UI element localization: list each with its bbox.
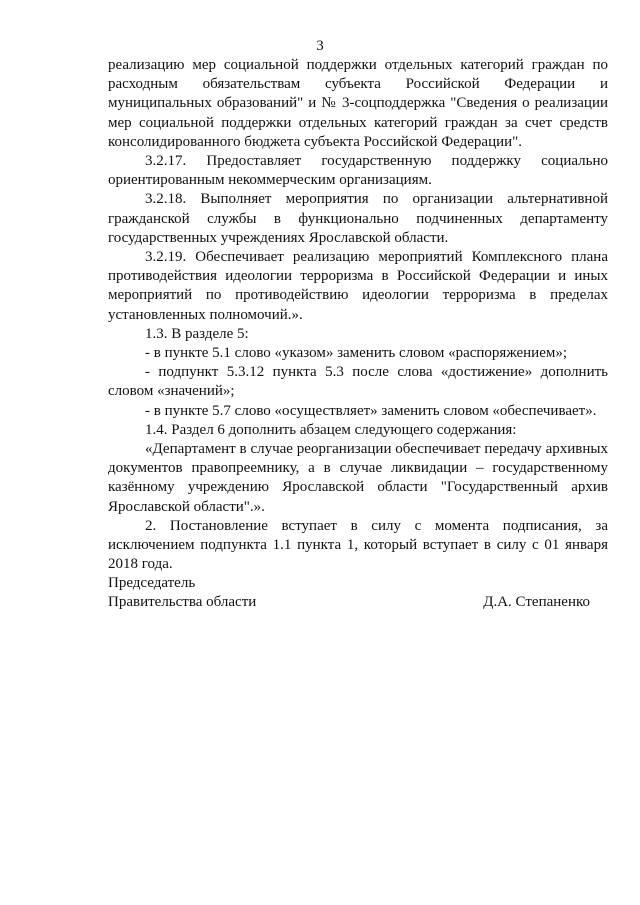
paragraph-3-2-17: 3.2.17. Предоставляет государственную поддержку социально ориентированным некоммерческим организациям. <box>108 153 608 189</box>
paragraph-1-4: 1.4. Раздел 6 дополнить абзацем следующего содержания: <box>145 421 517 438</box>
signature-block <box>108 574 608 612</box>
signatory-name: Д.А. Степаненко <box>483 594 590 611</box>
document-body <box>108 56 608 574</box>
signatory-title-line1: Председатель <box>108 575 196 591</box>
paragraph-quote: «Департамент в случае реорганизации обеспечивает передачу архивных документов правопреемнику, а в случае ликвидации – государственному казённому учреждению Ярославской области "Государственный архив Ярославской области".». <box>108 441 608 515</box>
paragraph-continuation: реализацию мер социальной поддержки отдельных категорий граждан по расходным обязательствам субъекта Российской Федерации и муниципальных образований" и № 3-соцподдержка "Сведения о реализации мер социальной поддержки отдельных категорий граждан за счет средств консолидированного бюджета субъекта Российской Федерации". <box>108 57 608 150</box>
signature-row <box>108 593 608 612</box>
signatory-title-line2: Правительства области <box>108 594 257 611</box>
paragraph-item-5-1: - в пункте 5.1 слово «указом» заменить словом «распоряжением»; <box>145 345 568 362</box>
paragraph-3-2-19: 3.2.19. Обеспечивает реализацию мероприятий Комплексного плана противодействия идеологии терроризма в Российской Федерации и иных мероприятий по противодействию идеологии терроризма в пределах установленных полномочий.». <box>108 249 608 323</box>
paragraph-item-5-7: - в пункте 5.7 слово «осуществляет» заменить словом «обеспечивает». <box>145 402 597 419</box>
paragraph-2: 2. Постановление вступает в силу с момента подписания, за исключением подпункта 1.1 пункта 1, который вступает в силу с 01 января 2018 года. <box>108 517 608 573</box>
paragraph-3-2-18: 3.2.18. Выполняет мероприятия по организации альтернативной гражданской службы в функционально подчиненных департаменту государственных учреждениях Ярославской области. <box>108 191 608 246</box>
paragraph-item-5-3-12: - подпункт 5.3.12 пункта 5.3 после слова «достижение» дополнить словом «значений»; <box>108 364 608 400</box>
paragraph-1-3: 1.3. В разделе 5: <box>145 325 249 342</box>
page-number: 3 <box>316 38 324 54</box>
